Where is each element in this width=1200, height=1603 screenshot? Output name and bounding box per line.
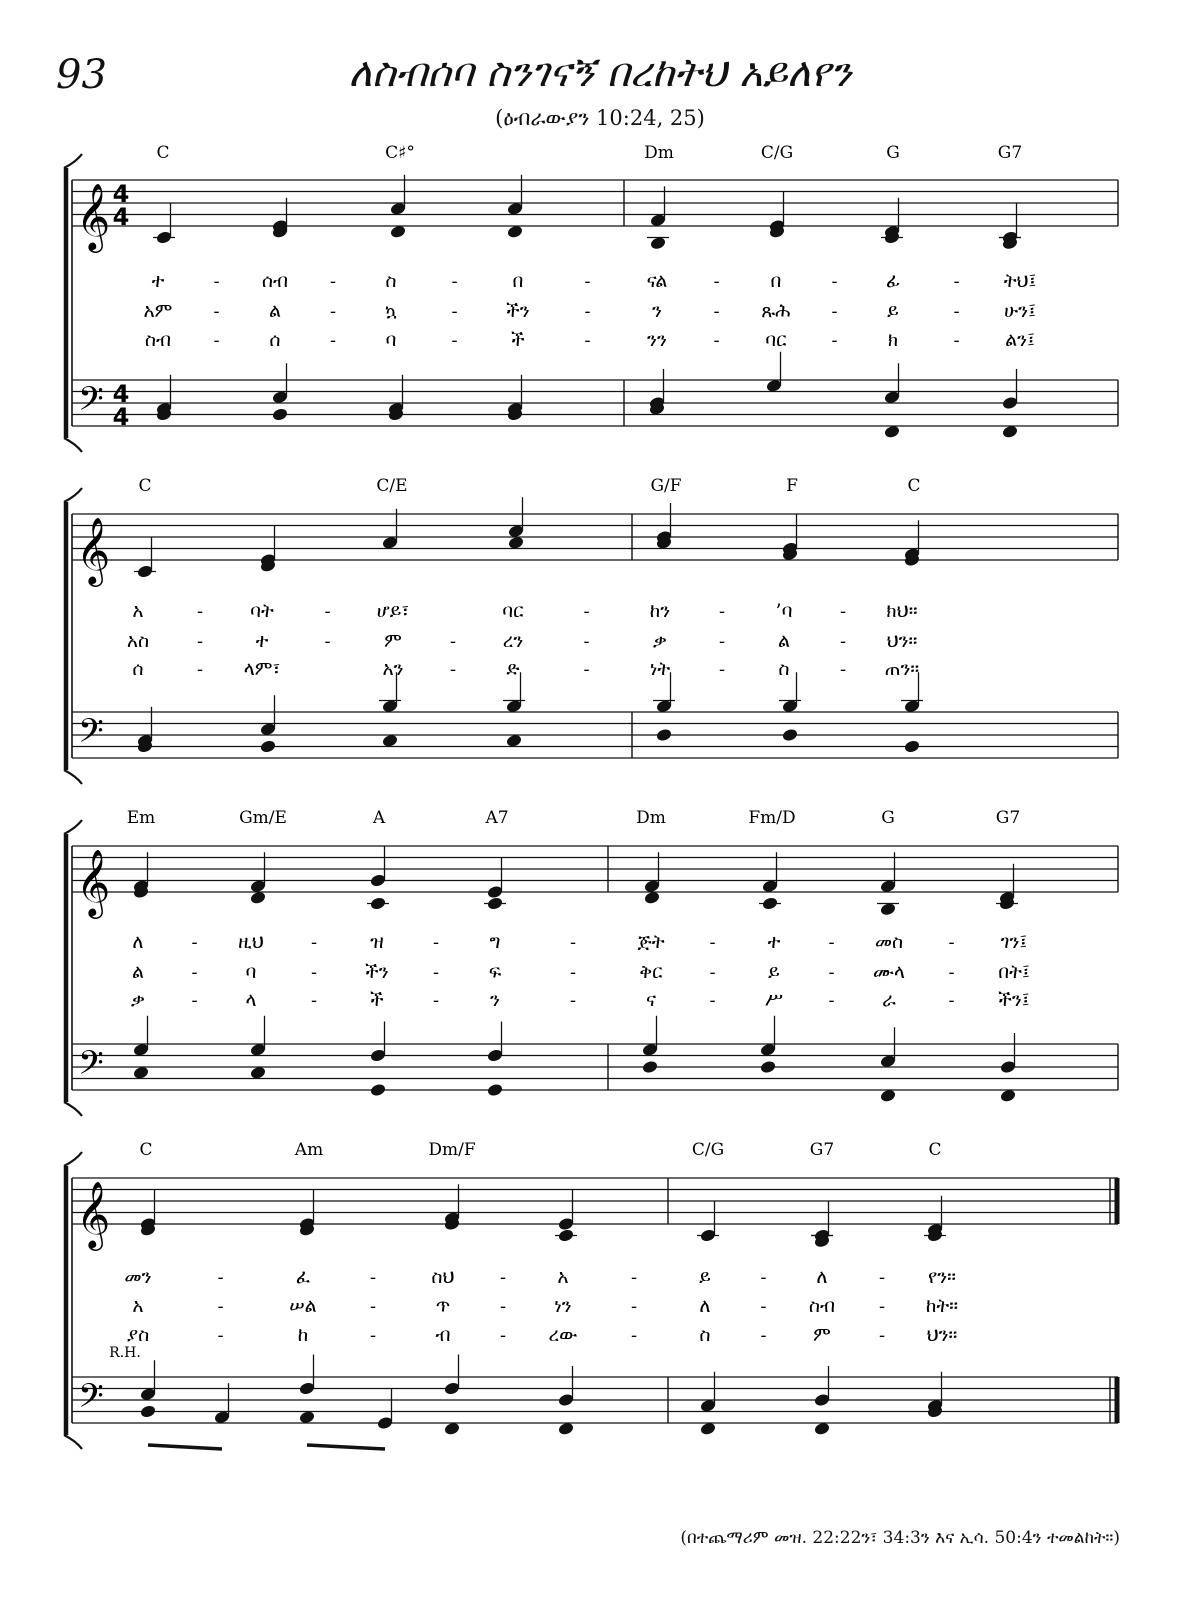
notehead [641,1060,658,1075]
chord-symbol: C [928,1140,942,1160]
lyric-hyphen: - [828,962,835,983]
lyric-syllable: ስህ [431,1266,455,1288]
lyric-syllable: ላም፣ [243,658,281,680]
lyric-syllable: ስ [385,270,397,292]
lyric-hyphen: - [709,962,716,983]
lyric-hyphen: - [191,962,198,983]
lyric-syllable: ች [370,989,384,1011]
lyric-hyphen: - [718,601,726,622]
lyric-syllable: ኳ [384,300,398,322]
lyric-syllable: ይ [699,1266,711,1288]
lyric-syllable: ጥ [435,1295,451,1317]
lyric-syllable: የን። [927,1266,957,1288]
lyric-hyphen: - [217,1296,224,1317]
lyric-hyphen: - [948,962,955,983]
lyric-hyphen: - [630,1267,638,1288]
lyric-syllable: ባር [765,329,787,351]
eighth-beam [307,1445,385,1449]
lyric-syllable: ችን [506,300,530,322]
chord-symbol: C [156,143,170,163]
lyric-syllable: ሰብ [261,270,289,292]
chord-symbol: F [786,476,798,496]
lyric-hyphen: - [709,990,716,1011]
lyric-syllable: አስ [126,630,150,652]
lyric-syllable: ል [777,630,791,652]
chord-symbol: G/F [650,476,682,496]
chord-symbol: Dm/F [428,1140,476,1160]
lyric-syllable: አን [382,658,404,680]
chord-symbol: C [139,1140,153,1160]
lyric-syllable: ድ [506,658,520,680]
lyric-hyphen: - [432,962,440,983]
lyric-syllable: ለ [132,931,144,953]
bass-clef: 𝄢 [78,1044,104,1091]
lyric-syllable: ክ [887,329,899,351]
treble-time-sig-bottom: 4 [112,203,130,231]
lyric-hyphen: - [760,1296,767,1317]
lyric-syllable: ችን፤ [998,989,1030,1011]
lyric-hyphen: - [310,932,318,953]
lyric-hyphen: - [196,601,204,622]
bass-time-sig-bottom: 4 [112,403,130,431]
lyric-hyphen: - [718,631,726,652]
lyric-syllable: አ [132,1295,144,1317]
lyric-hyphen: - [369,1325,377,1346]
notehead [139,1404,156,1419]
lyric-syllable: ተ [151,270,165,292]
bass-clef: 𝄢 [78,380,104,427]
lyric-syllable: ራ [882,989,896,1011]
bracket-hook-top [64,488,82,502]
lyric-syllable: ሁን፤ [1004,300,1036,322]
lyric-syllable: ና [645,989,657,1011]
lyric-hyphen: - [878,1267,886,1288]
lyric-syllable: ል [268,300,282,322]
lyric-syllable: ባ [385,329,397,351]
bracket-hook-bottom [64,770,82,784]
lyric-hyphen: - [953,330,960,351]
lyric-syllable: ከት። [925,1295,959,1317]
chord-symbol: Dm [644,143,674,163]
lyric-syllable: ጠን። [884,658,920,680]
lyric-syllable: ትህ፤ [1003,270,1037,292]
lyric-syllable: መስ [874,931,904,953]
chord-symbol: Dm [636,808,666,828]
lyric-hyphen: - [499,1296,507,1317]
chord-symbol: G7 [995,808,1021,828]
bass-time-sig-top: 4 [112,380,130,408]
lyric-syllable: ሥ [764,989,784,1011]
lyric-hyphen: - [329,330,337,351]
lyric-syllable: ዚህ [238,931,264,953]
lyric-syllable: ን [652,300,662,322]
chord-symbol: C/G [691,1140,725,1160]
lyric-syllable: ጹሕ [761,300,791,322]
lyric-hyphen: - [583,601,590,622]
lyric-hyphen: - [451,301,458,322]
lyric-hyphen: - [630,1325,638,1346]
lyric-hyphen: - [878,1325,886,1346]
notehead [903,739,920,754]
lyric-syllable: ሰ [269,329,281,351]
lyric-hyphen: - [713,301,720,322]
lyric-syllable: ፍ [488,961,502,983]
lyric-syllable: ስ [778,658,790,680]
lyric-syllable: ዝ [370,931,384,953]
treble-clef: 𝄞 [76,1180,111,1248]
notehead [759,1060,776,1075]
lyric-syllable: ባ [245,961,257,983]
lyric-syllable: አም [143,300,173,322]
bracket-hook-bottom [64,1435,82,1449]
lyric-syllable: ልን፤ [1005,329,1035,351]
lyric-hyphen: - [191,990,198,1011]
hymn-number: 93 [56,52,107,98]
lyric-syllable: አ [132,600,144,622]
lyric-hyphen: - [213,330,220,351]
lyric-hyphen: - [831,330,838,351]
lyric-hyphen: - [878,1296,886,1317]
chord-symbol: G7 [809,1140,835,1160]
lyric-hyphen: - [329,271,337,292]
lyric-hyphen: - [499,1325,507,1346]
chord-symbol: C/G [760,143,794,163]
lyric-hyphen: - [839,631,847,652]
lyric-syllable: ክህ። [886,600,918,622]
lyric-syllable: ለ [816,1266,828,1288]
notehead [781,728,798,743]
lyric-hyphen: - [196,659,204,680]
chord-symbol: G [881,808,895,828]
lyric-hyphen: - [432,932,440,953]
lyric-syllable: ብ [435,1324,451,1346]
notehead [369,1083,386,1098]
lyric-syllable: በ [512,270,524,292]
chord-symbol: Fm/D [748,808,796,828]
lyric-syllable: በ [770,270,782,292]
lyric-syllable: ረው [548,1324,578,1346]
rh-label: R.H. [109,1345,141,1361]
lyric-syllable: ችን [365,961,389,983]
lyric-syllable: ባት [250,600,274,622]
lyric-hyphen: - [499,1267,507,1288]
lyric-syllable: ጅት [637,931,665,953]
chord-symbol: A [372,808,386,828]
chord-symbol: C♯° [385,143,415,163]
lyric-syllable: ንን [647,329,667,351]
lyric-syllable: ተ [767,931,781,953]
lyric-syllable: ስብ [808,1295,836,1317]
lyric-syllable: ገን፤ [1000,931,1028,953]
notehead [649,236,666,251]
treble-clef: 𝄞 [76,182,111,250]
lyric-syllable: ሠል [289,1295,317,1317]
lyric-syllable: ተ [255,630,269,652]
chord-symbol: C/E [376,476,408,496]
lyric-syllable: ፈ [295,1266,311,1288]
lyric-syllable: ስብ [144,329,172,351]
chord-symbol: Am [294,1140,324,1160]
bracket-hook-bottom [64,1102,82,1116]
lyric-syllable: ቃ [131,989,145,1011]
bracket-hook-top [64,820,82,834]
lyric-hyphen: - [718,659,726,680]
lyric-syllable: ረን [502,630,524,652]
lyric-syllable: ሆይ፣ [376,600,410,622]
lyric-syllable: በት፤ [998,961,1030,983]
notehead [879,902,896,917]
notehead [271,407,288,422]
lyric-hyphen: - [310,962,318,983]
lyric-hyphen: - [584,330,591,351]
lyric-hyphen: - [451,330,458,351]
lyric-syllable: ባር [502,600,524,622]
bracket-hook-bottom [64,438,82,452]
lyric-syllable: ነት [649,658,671,680]
lyric-syllable: ከን [649,600,671,622]
lyric-syllable: ፊ [885,270,901,292]
lyric-hyphen: - [449,631,457,652]
lyric-syllable: ች [511,329,525,351]
notehead [486,1083,503,1098]
lyric-syllable: አ [557,1266,569,1288]
lyric-hyphen: - [713,271,720,292]
treble-time-sig-top: 4 [112,180,130,208]
treble-clef: 𝄞 [76,848,111,916]
lyric-hyphen: - [584,301,591,322]
lyric-syllable: ን [490,989,500,1011]
bass-clef: 𝄢 [78,1377,104,1424]
lyric-syllable: ቅር [639,961,663,983]
footer-note: (በተጨማሪም መዝ. 22:22ን፣ 34:3ን እና ኢሳ. 50:4ን ተመልከት።) [680,1528,1120,1548]
lyric-syllable: ይ [887,300,899,322]
chord-symbol: Em [126,808,156,828]
lyric-hyphen: - [191,932,198,953]
notehead [655,728,672,743]
bracket-hook-top [64,1152,82,1166]
chord-symbol: G7 [997,143,1023,163]
chord-symbol: Gm/E [239,808,287,828]
lyric-syllable: ል [131,961,145,983]
lyric-syllable: መን [124,1266,152,1288]
lyric-syllable: ም [384,630,402,652]
lyric-hyphen: - [839,601,847,622]
notehead [259,739,276,754]
lyric-hyphen: - [196,631,204,652]
lyric-hyphen: - [583,659,590,680]
lyric-syllable: ያስ [126,1324,150,1346]
lyric-hyphen: - [831,301,838,322]
lyric-hyphen: - [213,271,220,292]
lyric-hyphen: - [948,990,955,1011]
lyric-syllable: ሰ [132,658,144,680]
lyric-syllable: ነን [554,1295,572,1317]
lyric-hyphen: - [217,1267,224,1288]
lyric-hyphen: - [584,271,591,292]
lyric-hyphen: - [709,932,716,953]
lyric-hyphen: - [828,990,835,1011]
lyric-hyphen: - [329,301,337,322]
lyric-hyphen: - [583,631,590,652]
lyric-syllable: ግ [489,931,501,953]
bracket-hook-top [64,154,82,168]
lyric-syllable: ህን። [886,630,918,652]
lyric-hyphen: - [432,990,440,1011]
lyric-hyphen: - [828,932,835,953]
lyric-syllable: ላ [245,989,257,1011]
lyric-syllable: ስ [699,1324,711,1346]
lyric-syllable: ናል [646,270,668,292]
lyric-syllable: ለ [699,1295,711,1317]
chord-symbol: C [138,476,152,496]
lyric-hyphen: - [324,601,331,622]
lyric-hyphen: - [953,271,960,292]
lyric-hyphen: - [324,631,331,652]
chord-symbol: A7 [485,808,509,828]
lyric-syllable: ይ [768,961,780,983]
hymn-title: ለስብሰባ ስንገናኝ በረከትህ አይለየን [348,50,852,96]
lyric-hyphen: - [310,990,318,1011]
lyric-hyphen: - [569,962,577,983]
bass-clef: 𝄢 [78,712,104,759]
lyric-hyphen: - [630,1296,638,1317]
scripture-reference: (ዕብራውያን 10:24, 25) [495,106,705,130]
lyric-hyphen: - [449,659,457,680]
lyric-hyphen: - [451,271,458,292]
lyric-syllable: ከ [297,1324,309,1346]
lyric-syllable: ’ባ [775,600,793,622]
treble-clef: 𝄞 [76,516,111,584]
lyric-hyphen: - [760,1267,767,1288]
lyric-syllable: ሙላ [872,961,906,983]
lyric-syllable: ህን። [926,1324,958,1346]
lyric-syllable: ቃ [653,630,667,652]
lyric-hyphen: - [953,301,960,322]
lyric-hyphen: - [213,301,220,322]
chord-symbol: G [886,143,900,163]
lyric-hyphen: - [369,1296,377,1317]
lyric-hyphen: - [217,1325,224,1346]
lyric-hyphen: - [831,271,838,292]
lyric-hyphen: - [369,1267,377,1288]
chord-symbol: C [907,476,921,496]
lyric-hyphen: - [569,932,577,953]
lyric-hyphen: - [713,330,720,351]
eighth-beam [148,1445,222,1449]
lyric-hyphen: - [948,932,955,953]
lyric-hyphen: - [569,990,577,1011]
lyric-hyphen: - [760,1325,767,1346]
lyric-hyphen: - [839,659,847,680]
lyric-syllable: ም [813,1324,831,1346]
